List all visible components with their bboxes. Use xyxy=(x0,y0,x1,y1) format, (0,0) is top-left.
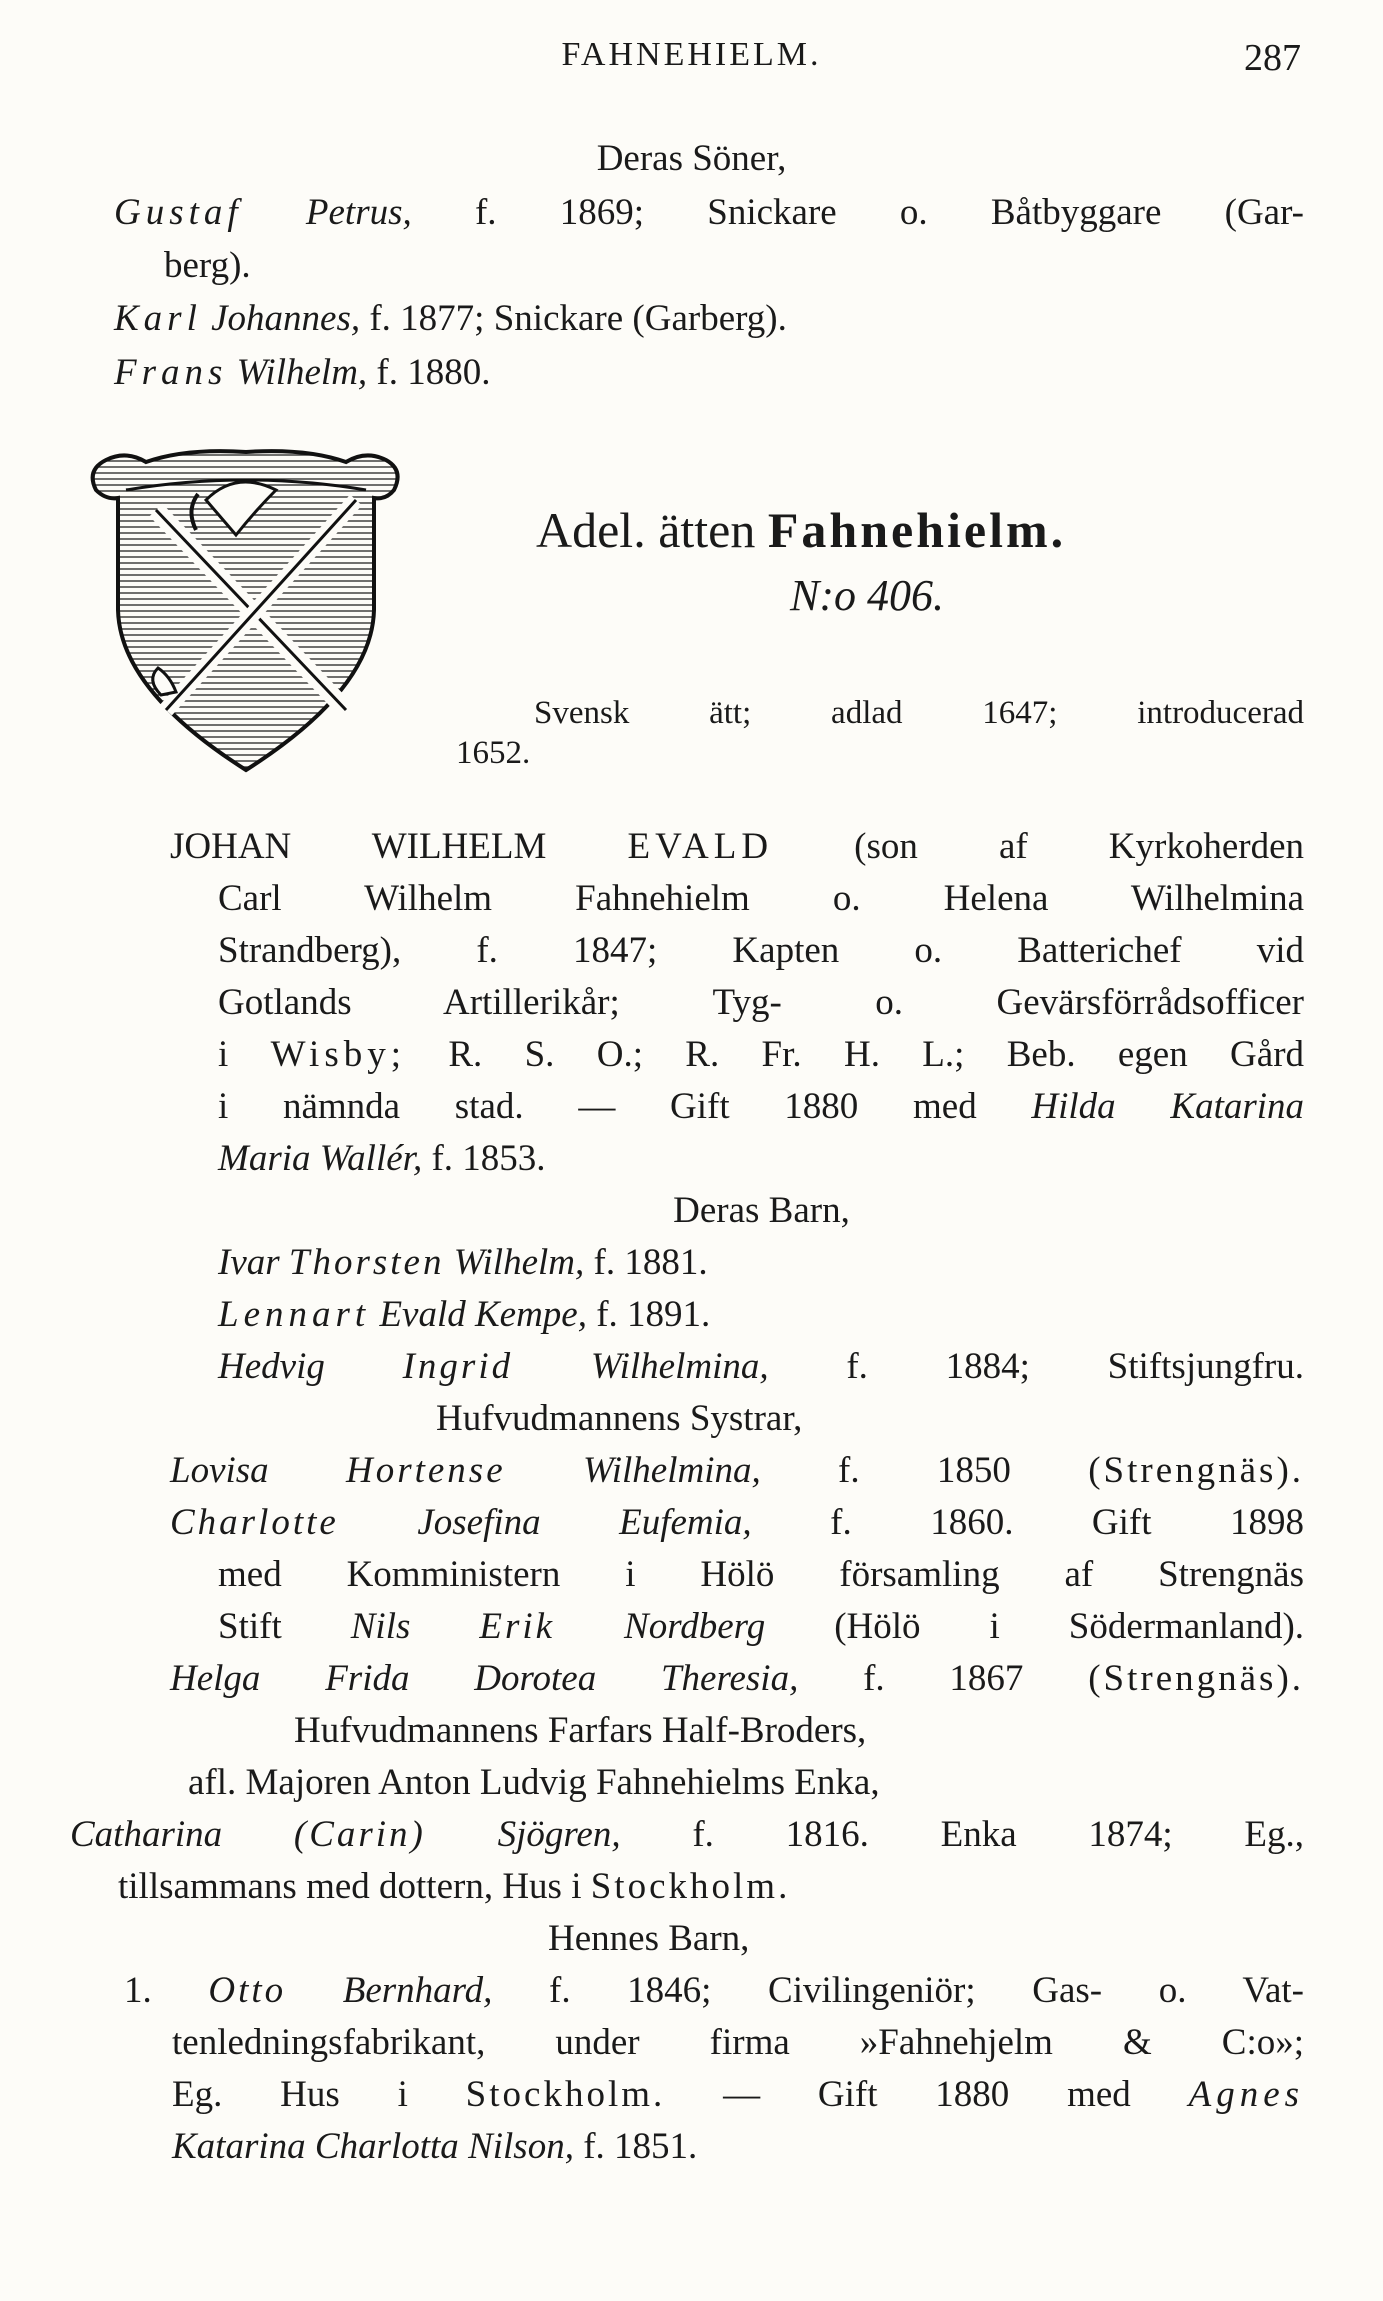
johan-entry-line2: Carl Wilhelm Fahnehielm o. Helena Wilhelmina xyxy=(218,878,1304,919)
halfbrother-line3: tillsammans med dottern, Hus i Stockholm. xyxy=(118,1866,791,1907)
house-number: N:o 406. xyxy=(790,571,944,620)
halfbrother-heading: Hufvudmannens Farfars Half-Broders, xyxy=(294,1710,867,1751)
halfbrother-line2: Catharina (Carin) Sjögren, f. 1816. Enka 1874; Eg., xyxy=(70,1814,1304,1855)
child-otto-line3: Eg. Hus i Stockholm. — Gift 1880 med Agnes xyxy=(172,2074,1305,2115)
son-frans: Frans Wilhelm, f. 1880. xyxy=(114,352,491,393)
johan-entry-line5: i Wisby; R. S. O.; R. Fr. H. L.; Beb. egen Gård xyxy=(218,1034,1305,1075)
house-description: Svensk ätt; adlad 1647; introducerad xyxy=(534,695,1304,731)
sister-lovisa: Lovisa Hortense Wilhelmina, f. 1850 (Strengnäs). xyxy=(170,1450,1305,1491)
johan-entry-line1: JOHAN WILHELM EVALD (son af Kyrkoherden xyxy=(170,826,1305,867)
johan-entry-line7: Maria Wallér, f. 1853. xyxy=(218,1138,546,1179)
child-otto-line1: 1. Otto Bernhard, f. 1846; Civilingeniör; Gas- o. Vat- xyxy=(124,1970,1305,2011)
sister-helga: Helga Frida Dorotea Theresia, f. 1867 (Strengnäs). xyxy=(170,1658,1305,1699)
sons-heading: Deras Söner, xyxy=(596,138,787,179)
child-hedvig: Hedvig Ingrid Wilhelmina, f. 1884; Stiftsjungfru. xyxy=(218,1346,1304,1387)
son-gustaf-cont: berg). xyxy=(164,245,251,286)
house-description-cont: 1652. xyxy=(456,735,531,771)
house-title: Adel. ätten Fahnehielm. xyxy=(536,502,1067,558)
child-otto-line2: tenledningsfabrikant, under firma »Fahnehjelm & C:o»; xyxy=(172,2022,1304,2063)
child-otto-line4: Katarina Charlotta Nilson, f. 1851. xyxy=(172,2126,698,2167)
page-header xyxy=(0,36,1383,80)
son-gustaf: Gustaf Petrus, f. 1869; Snickare o. Båtbyggare (Gar- xyxy=(114,192,1305,233)
sister-charlotte-cont1: med Komministern i Hölö församling af Strengnäs xyxy=(218,1554,1304,1595)
johan-entry-line4: Gotlands Artillerikår; Tyg- o. Gevärsförrådsofficer xyxy=(218,982,1304,1023)
sister-charlotte: Charlotte Josefina Eufemia, f. 1860. Gift 1898 xyxy=(170,1502,1305,1543)
child-lennart: Lennart Evald Kempe, f. 1891. xyxy=(218,1294,711,1335)
son-karl: Karl Johannes, f. 1877; Snickare (Garberg). xyxy=(114,298,787,339)
children-heading: Deras Barn, xyxy=(673,1190,850,1231)
child-ivar: Ivar Thorsten Wilhelm, f. 1881. xyxy=(218,1242,708,1283)
her-children-heading: Hennes Barn, xyxy=(548,1918,750,1959)
coat-of-arms-icon xyxy=(86,440,406,780)
johan-entry-line3: Strandberg), f. 1847; Kapten o. Batterichef vid xyxy=(218,930,1304,971)
page-number: 287 xyxy=(1244,37,1301,79)
johan-entry-line6: i nämnda stad. — Gift 1880 med Hilda Katarina xyxy=(218,1086,1305,1127)
halfbrother-line1: afl. Majoren Anton Ludvig Fahnehielms Enka, xyxy=(188,1762,880,1803)
running-head: FAHNEHIELM. xyxy=(561,36,822,73)
sister-charlotte-cont2: Stift Nils Erik Nordberg (Hölö i Södermanland). xyxy=(218,1606,1305,1647)
sisters-heading: Hufvudmannens Systrar, xyxy=(436,1398,803,1439)
